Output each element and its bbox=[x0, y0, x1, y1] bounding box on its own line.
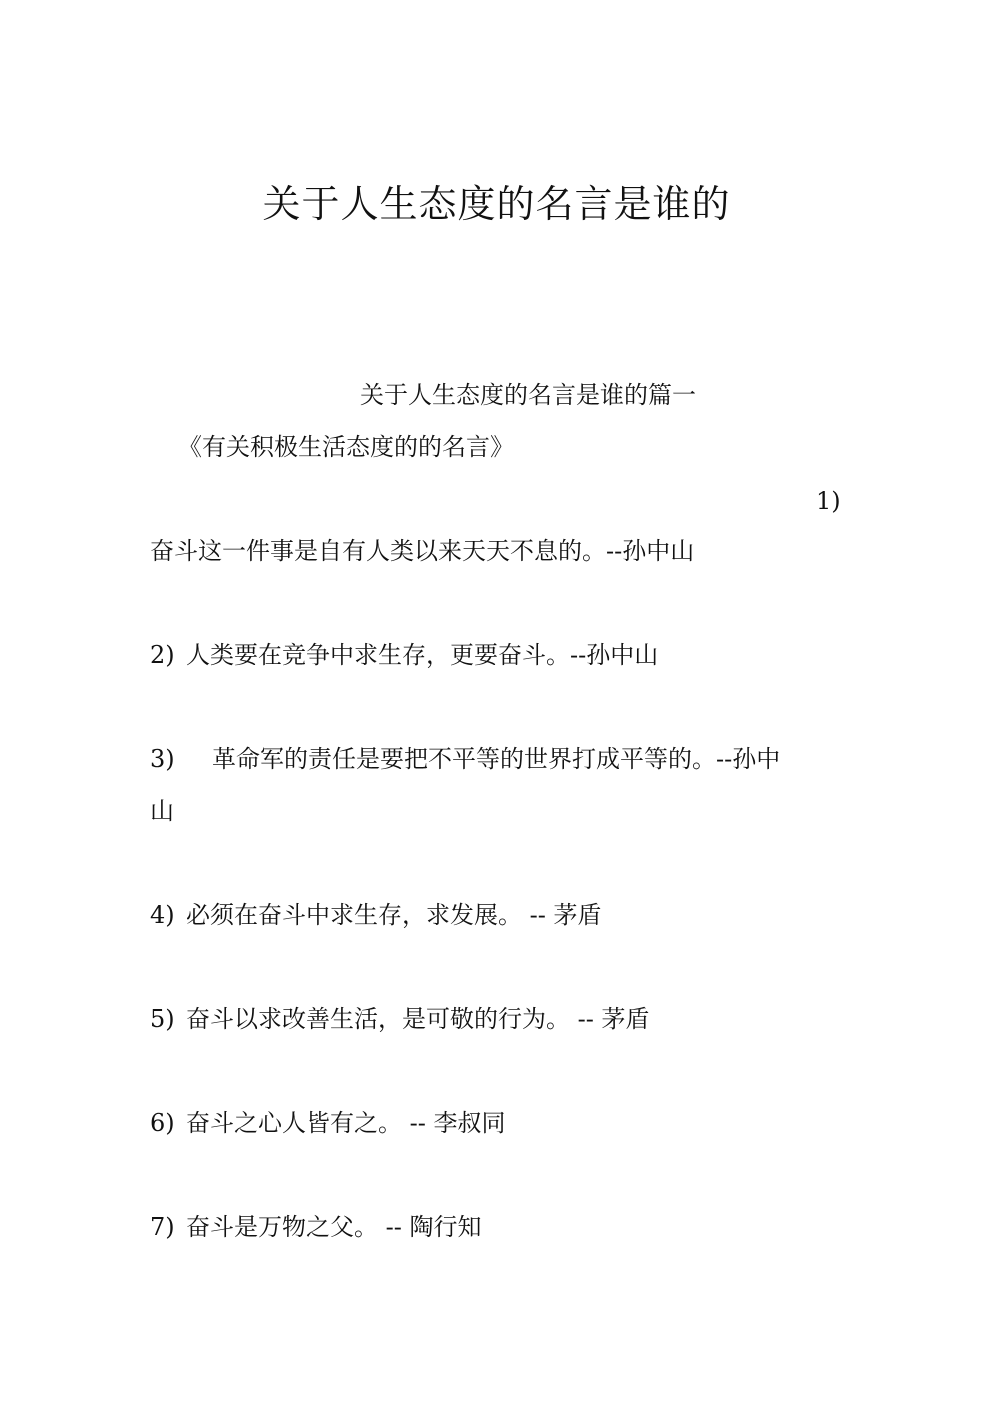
quote-4-text: 必须在奋斗中求生存，求发展。 -- 茅盾 bbox=[186, 901, 602, 929]
quote-4 bbox=[150, 898, 601, 932]
quote-1-text: 奋斗这一件事是自有人类以来天天不息的。--孙中山 bbox=[150, 537, 695, 565]
quote-7-number: 7) bbox=[150, 1213, 175, 1241]
quote-2-text: 人类要在竞争中求生存，更要奋斗。--孙中山 bbox=[186, 641, 659, 669]
quote-7-text: 奋斗是万物之父。 -- 陶行知 bbox=[186, 1213, 482, 1241]
quote-3-number: 3) bbox=[150, 745, 175, 773]
quote-3-text: 革命军的责任是要把不平等的世界打成平等的。--孙中 bbox=[212, 745, 781, 773]
quote-5 bbox=[150, 1002, 649, 1036]
quote-3 bbox=[150, 742, 780, 776]
quote-5-text: 奋斗以求改善生活，是可敬的行为。 -- 茅盾 bbox=[186, 1005, 650, 1033]
quote-7 bbox=[150, 1210, 481, 1244]
quote-6-text: 奋斗之心人皆有之。 -- 李叔同 bbox=[186, 1109, 506, 1137]
source-title: 《有关积极生活态度的的名言》 bbox=[178, 433, 514, 461]
document-title: 关于人生态度的名言是谁的 bbox=[262, 182, 731, 226]
quote-6 bbox=[150, 1106, 505, 1140]
quote-3-continuation: 山 bbox=[150, 797, 174, 825]
section-subheading: 关于人生态度的名言是谁的篇一 bbox=[360, 381, 696, 409]
quote-2-number: 2) bbox=[150, 641, 175, 669]
quote-2 bbox=[150, 638, 658, 672]
quote-6-number: 6) bbox=[150, 1109, 175, 1137]
quote-4-number: 4) bbox=[150, 901, 175, 929]
quote-1-number: 1) bbox=[816, 487, 841, 515]
quote-5-number: 5) bbox=[150, 1005, 175, 1033]
